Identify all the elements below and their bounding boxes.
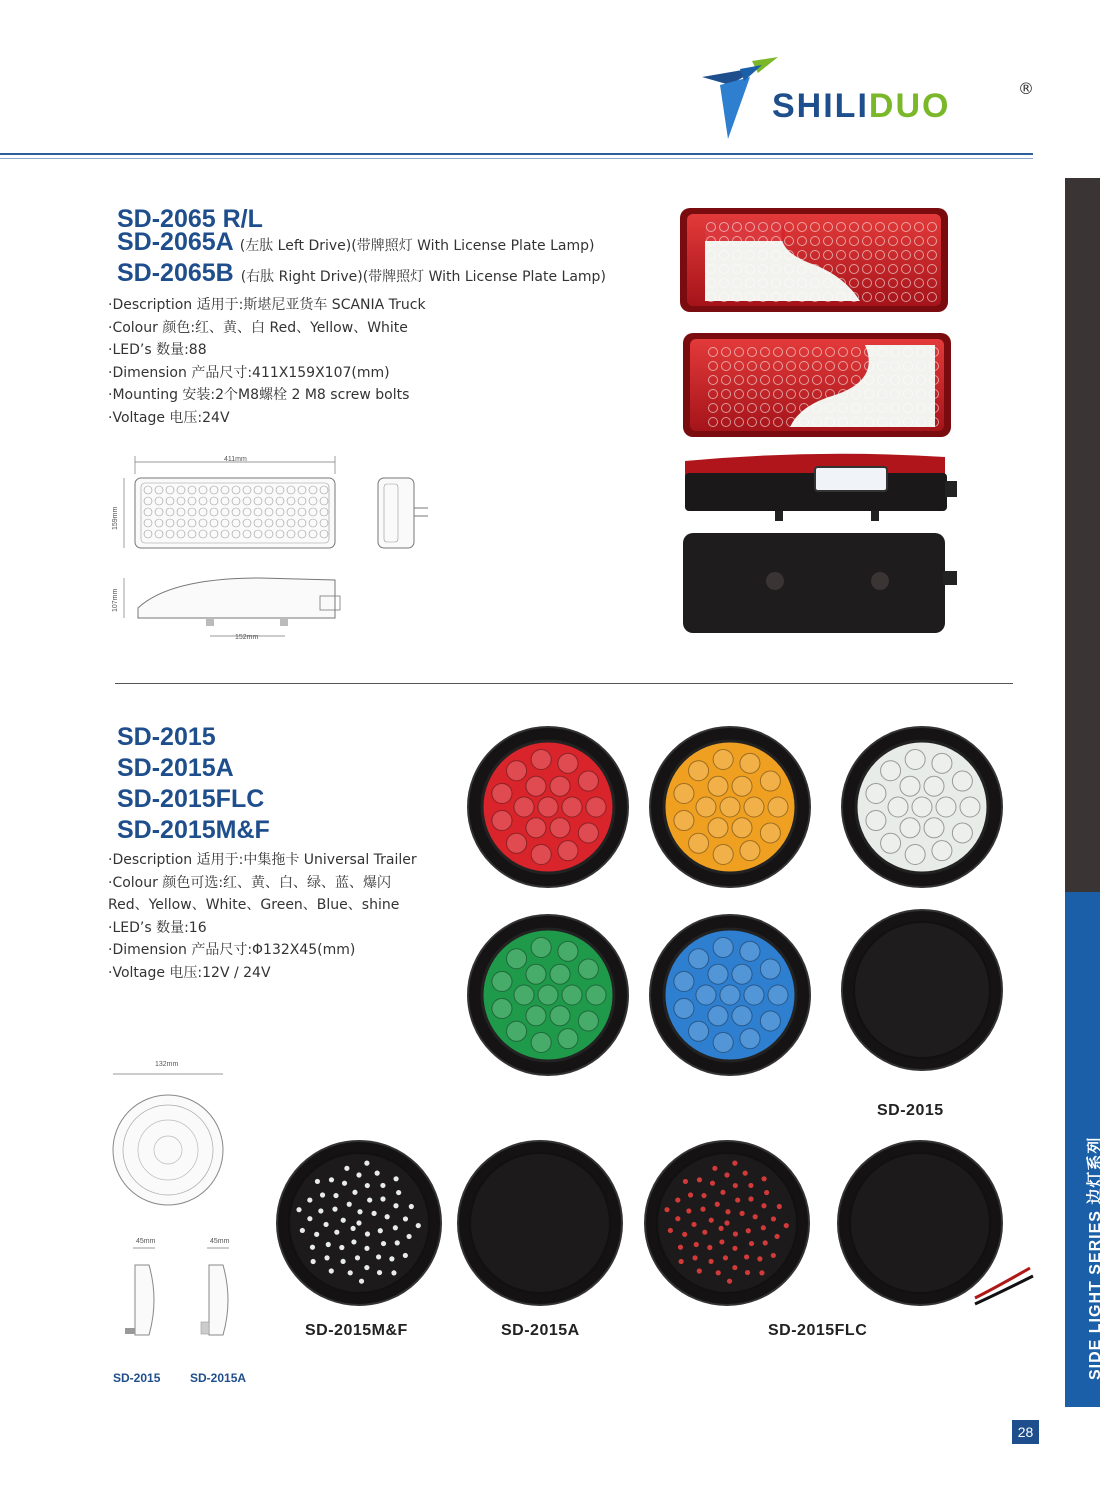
lamp-led-dot [764,1190,769,1195]
dim-depth-sd2015a: 45mm [210,1238,230,1245]
lamp-led-dot [713,749,733,769]
brand-name: SHILIDUO [772,87,951,125]
section2-titles [117,722,270,846]
drawing-caption-sd2015a: SD-2015A [190,1371,247,1385]
lamp-led-dot [735,1197,740,1202]
lamp-led-dot [310,1245,315,1250]
header-rule-thin [0,158,1033,159]
lamp-led-dot [774,1234,779,1239]
lamp-led-dot [406,1234,411,1239]
lamp-led-dot [403,1216,408,1221]
lamp-led-dot [759,1270,764,1275]
lamp-led-dot [866,783,886,803]
lamp-led-dot [531,937,551,957]
lamp-led-dot [367,1197,372,1202]
title-sd2015: SD-2015 [117,723,216,751]
lamp-led-dot [332,1207,337,1212]
lamp-led-dot [696,797,716,817]
lamp-led-dot [732,1246,737,1251]
spec-line: ·Voltage 电压:12V / 24V [108,964,271,981]
lamp-led-dot [377,1270,382,1275]
lamp-led-dot [686,1208,691,1213]
lamp-led-dot [692,1255,697,1260]
lamp-led-dot [333,1193,338,1198]
lamp-led-dot [768,797,788,817]
lamp-led-dot [357,1209,362,1214]
lamp-led-dot [507,761,527,781]
lamp-led-dot [709,1218,714,1223]
lamp-led-dot [739,1211,744,1216]
lamp-led-dot [364,1246,369,1251]
lamp-led-dot [391,1270,396,1275]
spec-line: ·Colour 颜色可选:红、黄、白、绿、蓝、爆闪 [108,874,392,891]
lamp-led-dot [689,761,709,781]
lamp-led-dot [725,1209,730,1214]
lamp-led-dot [664,1207,669,1212]
lamp-led-dot [375,1171,380,1176]
title-sd2015a: SD-2015A [117,754,234,782]
lamp-led-dot [932,841,952,861]
lamp-led-dot [763,1240,768,1245]
lamp-led-dot [744,1254,749,1259]
dim-depth: 107mm [112,588,119,612]
dim-depth-sd2015: 45mm [136,1238,156,1245]
lamp-led-dot [688,1192,693,1197]
lamp-led-dot [318,1208,323,1213]
lamp-led-dot [881,761,901,781]
lamp-led-dot [924,818,944,838]
lamp-led-dot [526,1006,546,1026]
lamp-led-dot [380,1183,385,1188]
lamp-led-dot [356,1172,361,1177]
lamp-led-dot [380,1196,385,1201]
lamp-led-dot [761,1225,766,1230]
lamp-led-dot [514,985,534,1005]
lamp-led-dot [733,1231,738,1236]
lamp-led-dot [344,1166,349,1171]
lamp-led-dot [771,1216,776,1221]
lamp-led-dot [300,1228,305,1233]
lamp-led-dot [697,1177,702,1182]
lamp-led-dot [531,749,551,769]
sd2065-product-photos [675,205,965,645]
lamp-led-dot [960,797,980,817]
lamp-led-dot [740,941,760,961]
spec-line: ·Colour 颜色:红、黄、白 Red、Yellow、White [108,319,408,336]
section1-titles [117,205,606,292]
lamp-led-dot [492,971,512,991]
lamp-led-dot [376,1254,381,1259]
title-sd2065rl: SD-2065 R/L [117,205,263,233]
lamp-led-dot [538,797,558,817]
lamp-led-dot [586,985,606,1005]
lamp-led-dot [385,1214,390,1219]
lamp-led-dot [710,1181,715,1186]
lamp-led-dot [307,1216,312,1221]
lamp-led-dot [674,783,694,803]
lamp-led-dot [740,753,760,773]
lamp-led-dot [924,776,944,796]
lamp-led-dot [740,841,760,861]
caption-sd2015flc: SD-2015FLC [768,1322,868,1339]
lamp-led-dot [558,753,578,773]
lamp-led-dot [678,1245,683,1250]
lamp-led-dot [395,1240,400,1245]
sd2065-technical-drawing [110,450,440,650]
lamp-led-dot [708,1006,728,1026]
lamp-back-face [854,922,990,1058]
lamp-led-dot [674,999,694,1019]
lamp-led-dot [732,776,752,796]
lamp-led-dot [526,964,546,984]
lamp-led-dot [492,999,512,1019]
title-sd2065a: SD-2065A (左肽 Left Drive)(带牌照灯 With License Plate Lamp) [117,228,595,256]
lamp-led-dot [342,1181,347,1186]
lamp-led-dot [339,1245,344,1250]
lamp-led-dot [748,1196,753,1201]
lamp-led-dot [324,1255,329,1260]
lamp-led-dot [393,1176,398,1181]
section1-specs [108,294,426,430]
lamp-led-dot [674,971,694,991]
bottom-lamp-photos [275,1128,1035,1328]
lamp-led-dot [409,1204,414,1209]
page-number: 28 [1012,1420,1039,1444]
title-sd2015flc: SD-2015FLC [117,785,265,813]
lamp-led-dot [716,1270,721,1275]
side-tab-dark [1065,178,1100,892]
lamp-led-dot [507,949,527,969]
spec-line: ·Mounting 安装:2个M8螺栓 2 M8 screw bolts [108,387,410,404]
dim-bolt: 152mm [235,634,259,641]
lamp-led-dot [538,985,558,1005]
lamp-led-dot [900,776,920,796]
lamp-led-dot [403,1253,408,1258]
lamp-led-dot [381,1241,386,1246]
lamp-led-dot [689,833,709,853]
lamp-led-dot [720,1190,725,1195]
lamp-led-dot [364,1265,369,1270]
caption-sd2015mf: SD-2015M&F [305,1322,408,1339]
lamp-led-dot [675,1216,680,1221]
lamp-led-dot [744,797,764,817]
lamp-led-dot [352,1190,357,1195]
lamp-led-dot [365,1183,370,1188]
lamp-led-dot [715,1202,720,1207]
lamp-led-dot [578,823,598,843]
caption-sd2015-back: SD-2015 [877,1102,944,1119]
lamp-led-dot [550,964,570,984]
lamp-led-dot [768,985,788,1005]
lamp-led-dot [550,1006,570,1026]
lamp-led-dot [905,845,925,865]
lamp-led-dot [732,1161,737,1166]
lamp-led-dot [514,797,534,817]
lamp-led-dot [720,985,740,1005]
header-rule [0,153,1033,155]
brand-logo [700,55,1040,145]
lamp-led-dot [311,1259,316,1264]
section2-specs [108,849,417,985]
lamp-led-dot [777,1204,782,1209]
lamp-led-dot [760,959,780,979]
lamp-led-dot [696,985,716,1005]
lamp-led-dot [900,818,920,838]
lamp-led-dot [340,1259,345,1264]
lamp-led-dot [315,1179,320,1184]
caption-sd2015a: SD-2015A [501,1322,580,1339]
lamp-led-dot [314,1232,319,1237]
lamp-led-dot [720,797,740,817]
lamp-led-dot [761,1176,766,1181]
lamp-led-dot [393,1203,398,1208]
lamp-led-dot [526,818,546,838]
dim-diameter: 132mm [155,1061,179,1068]
lamp-led-dot [689,1021,709,1041]
lamp-led-dot [757,1256,762,1261]
lamp-led-dot [365,1231,370,1236]
lamp-led-dot [531,1033,551,1053]
lamp-led-dot [578,959,598,979]
lamp-led-dot [724,1220,729,1225]
lamp-led-dot [683,1179,688,1184]
lamp-led-dot [936,797,956,817]
lamp-led-dot [697,1268,702,1273]
lamp-led-dot [492,811,512,831]
lamp-led-dot [347,1202,352,1207]
lamp-led-dot [675,1197,680,1202]
lamp-led-dot [724,1172,729,1177]
lamp-led-dot [771,1253,776,1258]
lamp-led-dot [708,818,728,838]
lamp-led-dot [713,845,733,865]
lamp-led-dot [866,811,886,831]
lamp-led-dot [492,783,512,803]
lamp-led-dot [526,776,546,796]
lamp-led-dot [329,1268,334,1273]
lamp-led-dot [351,1239,356,1244]
lamp-led-dot [396,1190,401,1195]
lamp-led-dot [732,964,752,984]
round-lamp-photos [460,725,1020,1095]
dim-width: 411mm [224,456,247,463]
lamp-led-dot [723,1255,728,1260]
brand-mark-icon [700,55,780,145]
lamp-led-dot [932,753,952,773]
lamp-led-dot [558,941,578,961]
lamp-led-dot [760,1011,780,1031]
lamp-led-dot [912,797,932,817]
spec-line: ·Voltage 电压:24V [108,409,230,426]
lamp-led-dot [562,985,582,1005]
lamp-led-dot [701,1193,706,1198]
lamp-led-dot [707,1245,712,1250]
title-sd2015mf: SD-2015M&F [117,816,270,844]
lamp-led-dot [558,1029,578,1049]
lamp-led-dot [341,1218,346,1223]
lamp-led-dot [389,1256,394,1261]
lamp-led-dot [719,1226,724,1231]
spec-line: ·LED’s 数量:88 [108,342,207,359]
lamp-led-dot [674,811,694,831]
lamp-led-dot [732,818,752,838]
lamp-led-dot [727,1279,732,1284]
lamp-led-dot [364,1161,369,1166]
title-sd2065b: SD-2065B (右肽 Right Drive)(带牌照灯 With License Plate Lamp) [117,259,606,287]
lamp-led-dot [378,1228,383,1233]
lamp-flc-back-face [850,1153,990,1293]
lamp-led-dot [682,1232,687,1237]
lamp-led-dot [760,771,780,791]
lamp-led-dot [550,776,570,796]
lamp-led-dot [708,776,728,796]
spec-line: ·Dimension 产品尺寸:Φ132X45(mm) [108,942,356,959]
spec-line: Red、Yellow、White、Green、Blue、shine [108,897,400,914]
lamp-led-dot [356,1220,361,1225]
lamp-led-dot [307,1197,312,1202]
lamp-led-dot [562,797,582,817]
lamp-led-dot [702,1230,707,1235]
lamp-led-dot [329,1177,334,1182]
lamp-led-dot [761,1203,766,1208]
lamp-a-face [470,1153,610,1293]
lamp-led-dot [531,845,551,865]
lamp-led-dot [748,1183,753,1188]
lamp-led-dot [393,1225,398,1230]
lamp-led-dot [558,841,578,861]
lamp-led-dot [296,1207,301,1212]
lamp-led-dot [745,1270,750,1275]
lamp-led-dot [708,964,728,984]
lamp-led-dot [691,1222,696,1227]
registered-mark: ® [1018,79,1034,98]
lamp-led-dot [668,1228,673,1233]
lamp-led-dot [355,1255,360,1260]
lamp-led-dot [578,771,598,791]
lamp-led-dot [952,823,972,843]
lamp-led-dot [732,1006,752,1026]
lamp-led-dot [700,1207,705,1212]
lamp-led-dot [578,1011,598,1031]
lamp-led-dot [348,1270,353,1275]
lamp-led-dot [784,1223,789,1228]
lamp-led-dot [749,1241,754,1246]
lamp-led-dot [753,1214,758,1219]
spec-line: ·Description 适用于:斯堪尼亚货车 SCANIA Truck [108,297,426,313]
lamp-led-dot [507,1021,527,1041]
drawing-caption-sd2015: SD-2015 [113,1371,161,1385]
lamp-led-dot [713,1033,733,1053]
lamp-led-dot [708,1259,713,1264]
lamp-led-dot [323,1222,328,1227]
lamp-led-dot [694,1242,699,1247]
lamp-led-dot [733,1183,738,1188]
spec-line: ·Description 适用于:中集拖卡 Universal Trailer [108,852,417,868]
lamp-led-dot [334,1230,339,1235]
lamp-led-dot [746,1228,751,1233]
lamp-led-dot [351,1226,356,1231]
spec-line: ·Dimension 产品尺寸:411X159X107(mm) [108,364,390,381]
lamp-led-dot [689,949,709,969]
lamp-led-dot [740,1029,760,1049]
side-tab-label: SIDE LIGHT SERIES 边灯系列 [1087,1136,1104,1380]
dim-height: 159mm [112,506,119,530]
section-divider [115,683,1013,684]
lamp-led-dot [371,1211,376,1216]
lamp-led-dot [743,1171,748,1176]
lamp-led-dot [712,1166,717,1171]
lamp-led-dot [881,833,901,853]
lamp-led-dot [905,749,925,769]
lamp-led-dot [550,818,570,838]
lamp-led-dot [359,1279,364,1284]
lamp-led-dot [760,823,780,843]
lamp-led-dot [586,797,606,817]
lamp-led-dot [326,1242,331,1247]
lamp-led-dot [744,985,764,1005]
lamp-led-dot [952,771,972,791]
lamp-led-dot [507,833,527,853]
lamp-led-dot [416,1223,421,1228]
lamp-led-dot [679,1259,684,1264]
sd2015-technical-drawing [105,1060,265,1360]
lamp-led-dot [320,1192,325,1197]
spec-line: ·LED’s 数量:16 [108,919,207,936]
lamp-led-dot [719,1239,724,1244]
lamp-led-dot [732,1265,737,1270]
lamp-led-dot [713,937,733,957]
lamp-led-dot [888,797,908,817]
